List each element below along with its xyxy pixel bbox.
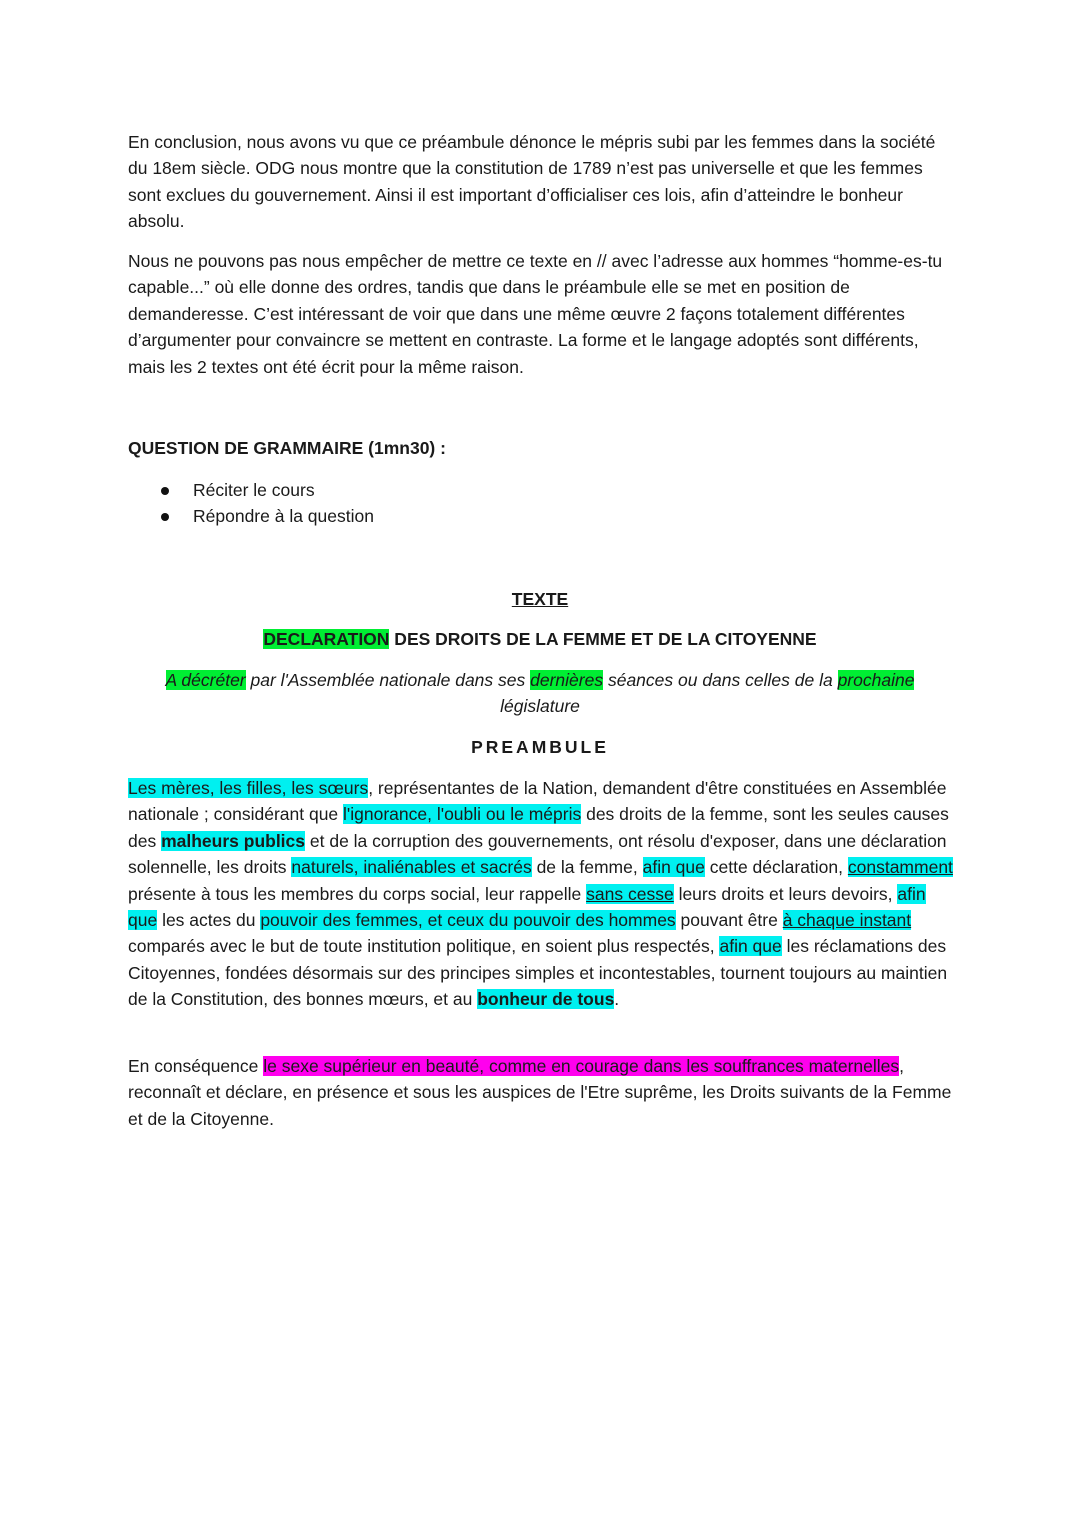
texte-heading: TEXTE: [511, 589, 569, 609]
preamble-paragraph-2: En conséquence le sexe supérieur en beauté, comme en courage dans les souffrances maternelles, reconnaît et déclare, en présence et sous les auspices de l'Etre suprême, les Droits suivants de la Femme et de la Citoyenne.: [128, 1056, 952, 1129]
preamble-title: PREAMBULE: [471, 737, 609, 757]
texte-heading-wrap: [0, 586, 1080, 612]
conclusion-paragraph-1: En conclusion, nous avons vu que ce préambule dénonce le mépris subi par les femmes dans la société du 18em siècle. ODG nous montre que la constitution de 1789 n’est pas universelle et que les femmes sont exclues du gouvernement. Ainsi il est important d’officialiser ces lois, afin d’atteindre le bonheur absolu.: [128, 132, 936, 232]
bullet-icon: [161, 513, 169, 521]
declaration-highlight: DECLARATION: [263, 629, 390, 649]
bullet-icon: [161, 487, 169, 495]
grammar-question-title: QUESTION DE GRAMMAIRE (1mn30) :: [128, 438, 446, 458]
conclusion-paragraph-2: Nous ne pouvons pas nous empêcher de mettre ce texte en // avec l’adresse aux hommes “homme-es-tu capable...” où elle donne des ordres, tandis que dans le préambule elle se met en position de demanderesse. C’est intéressant de voir que dans une même œuvre 2 façons totalement différentes d’argumenter pour convaincre se mettent en contraste. La forme et le langage adoptés sont différents, mais les 2 textes ont été écrit pour la même raison.: [128, 251, 943, 377]
grammar-bullet-list: [128, 477, 953, 530]
declaration-rest: DES DROITS DE LA FEMME ET DE LA CITOYENNE: [389, 629, 817, 649]
list-item: Répondre à la question: [128, 503, 953, 529]
preamble-paragraph-1: Les mères, les filles, les sœurs, représentantes de la Nation, demandent d'être constituées en Assemblée nationale ; considérant que l'ignorance, l'oubli ou le mépris des droits de la femme, sont les seules causes des malheurs publics et de la corruption des gouvernements, ont résolu d'exposer, dans une déclaration solennelle, les droits naturels, inaliénables et sacrés de la femme, afin que cette déclaration, constamment présente à tous les membres du corps social, leur rappelle sans cesse leurs droits et leurs devoirs, afin que les actes du pouvoir des femmes, et ceux du pouvoir des hommes pouvant être à chaque instant comparés avec le but de toute institution politique, en soient plus respectés, afin que les réclamations des Citoyennes, fondées désormais sur des principes simples et incontestables, tournent toujours au maintien de la Constitution, des bonnes mœurs, et au bonheur de tous.: [128, 778, 953, 1010]
list-item: Réciter le cours: [128, 477, 953, 503]
declaration-subtitle: A décréter par l'Assemblée nationale dans ses dernières séances ou dans celles de la prochaine législature: [165, 670, 915, 717]
declaration-title: [0, 626, 1080, 652]
